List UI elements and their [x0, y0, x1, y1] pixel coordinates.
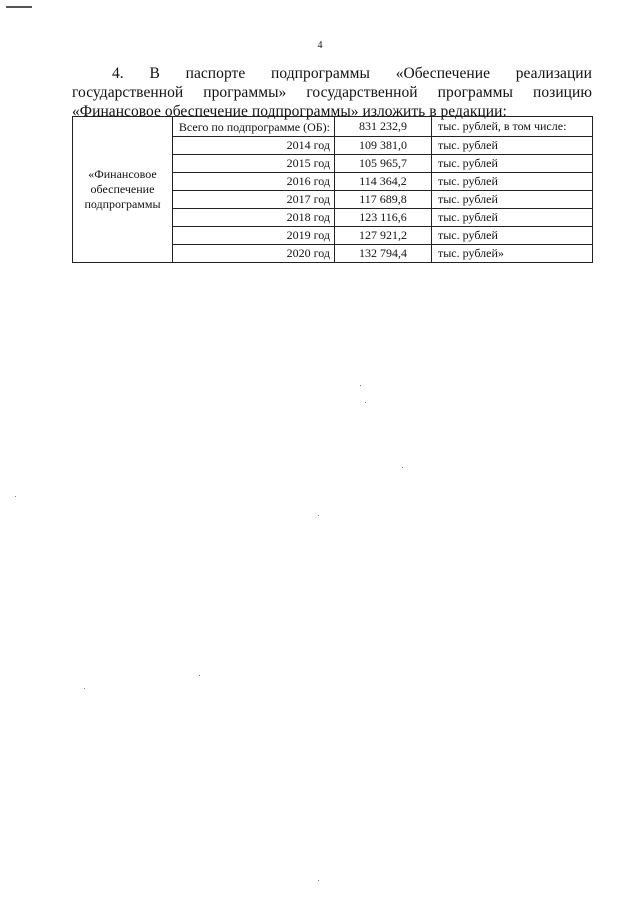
- amount-cell: 109 381,0: [335, 137, 432, 155]
- scan-speck: [365, 402, 366, 403]
- unit-cell: тыс. рублей»: [432, 245, 593, 263]
- amount-cell: 117 689,8: [335, 191, 432, 209]
- period-cell: Всего по подпрограмме (ОБ):: [173, 117, 335, 137]
- amount-cell: 105 965,7: [335, 155, 432, 173]
- unit-cell: тыс. рублей: [432, 191, 593, 209]
- period-cell: 2016 год: [173, 173, 335, 191]
- amount-cell: 127 921,2: [335, 227, 432, 245]
- scan-speck: [318, 880, 319, 881]
- period-cell: 2015 год: [173, 155, 335, 173]
- amount-cell: 123 116,6: [335, 209, 432, 227]
- financing-label: «Финансовое обеспечение подпрограммы: [73, 117, 173, 263]
- unit-cell: тыс. рублей: [432, 227, 593, 245]
- amount-cell: 114 364,2: [335, 173, 432, 191]
- scan-corner-mark: [6, 6, 32, 8]
- period-cell: 2017 год: [173, 191, 335, 209]
- unit-cell: тыс. рублей: [432, 155, 593, 173]
- unit-cell: тыс. рублей: [432, 209, 593, 227]
- scan-speck: [15, 496, 16, 497]
- scan-speck: [360, 385, 361, 386]
- amount-cell: 831 232,9: [335, 117, 432, 137]
- period-cell: 2020 год: [173, 245, 335, 263]
- unit-cell: тыс. рублей: [432, 137, 593, 155]
- unit-cell: тыс. рублей: [432, 173, 593, 191]
- scan-speck: [199, 675, 200, 676]
- scan-speck: [84, 688, 85, 689]
- amendment-paragraph: 4. В паспорте подпрограммы «Обеспечение реализации государственной программы» государственной программы позицию «Финансовое обеспечение подпрограммы» изложить в редакции:: [72, 65, 592, 120]
- scan-speck: [318, 515, 319, 516]
- period-cell: 2019 год: [173, 227, 335, 245]
- period-cell: 2014 год: [173, 137, 335, 155]
- table-row: [73, 117, 593, 137]
- financing-table: [72, 116, 593, 263]
- scan-speck: [402, 467, 403, 468]
- amount-cell: 132 794,4: [335, 245, 432, 263]
- period-cell: 2018 год: [173, 209, 335, 227]
- page-number: 4: [317, 40, 323, 51]
- unit-cell: тыс. рублей, в том числе:: [432, 117, 593, 137]
